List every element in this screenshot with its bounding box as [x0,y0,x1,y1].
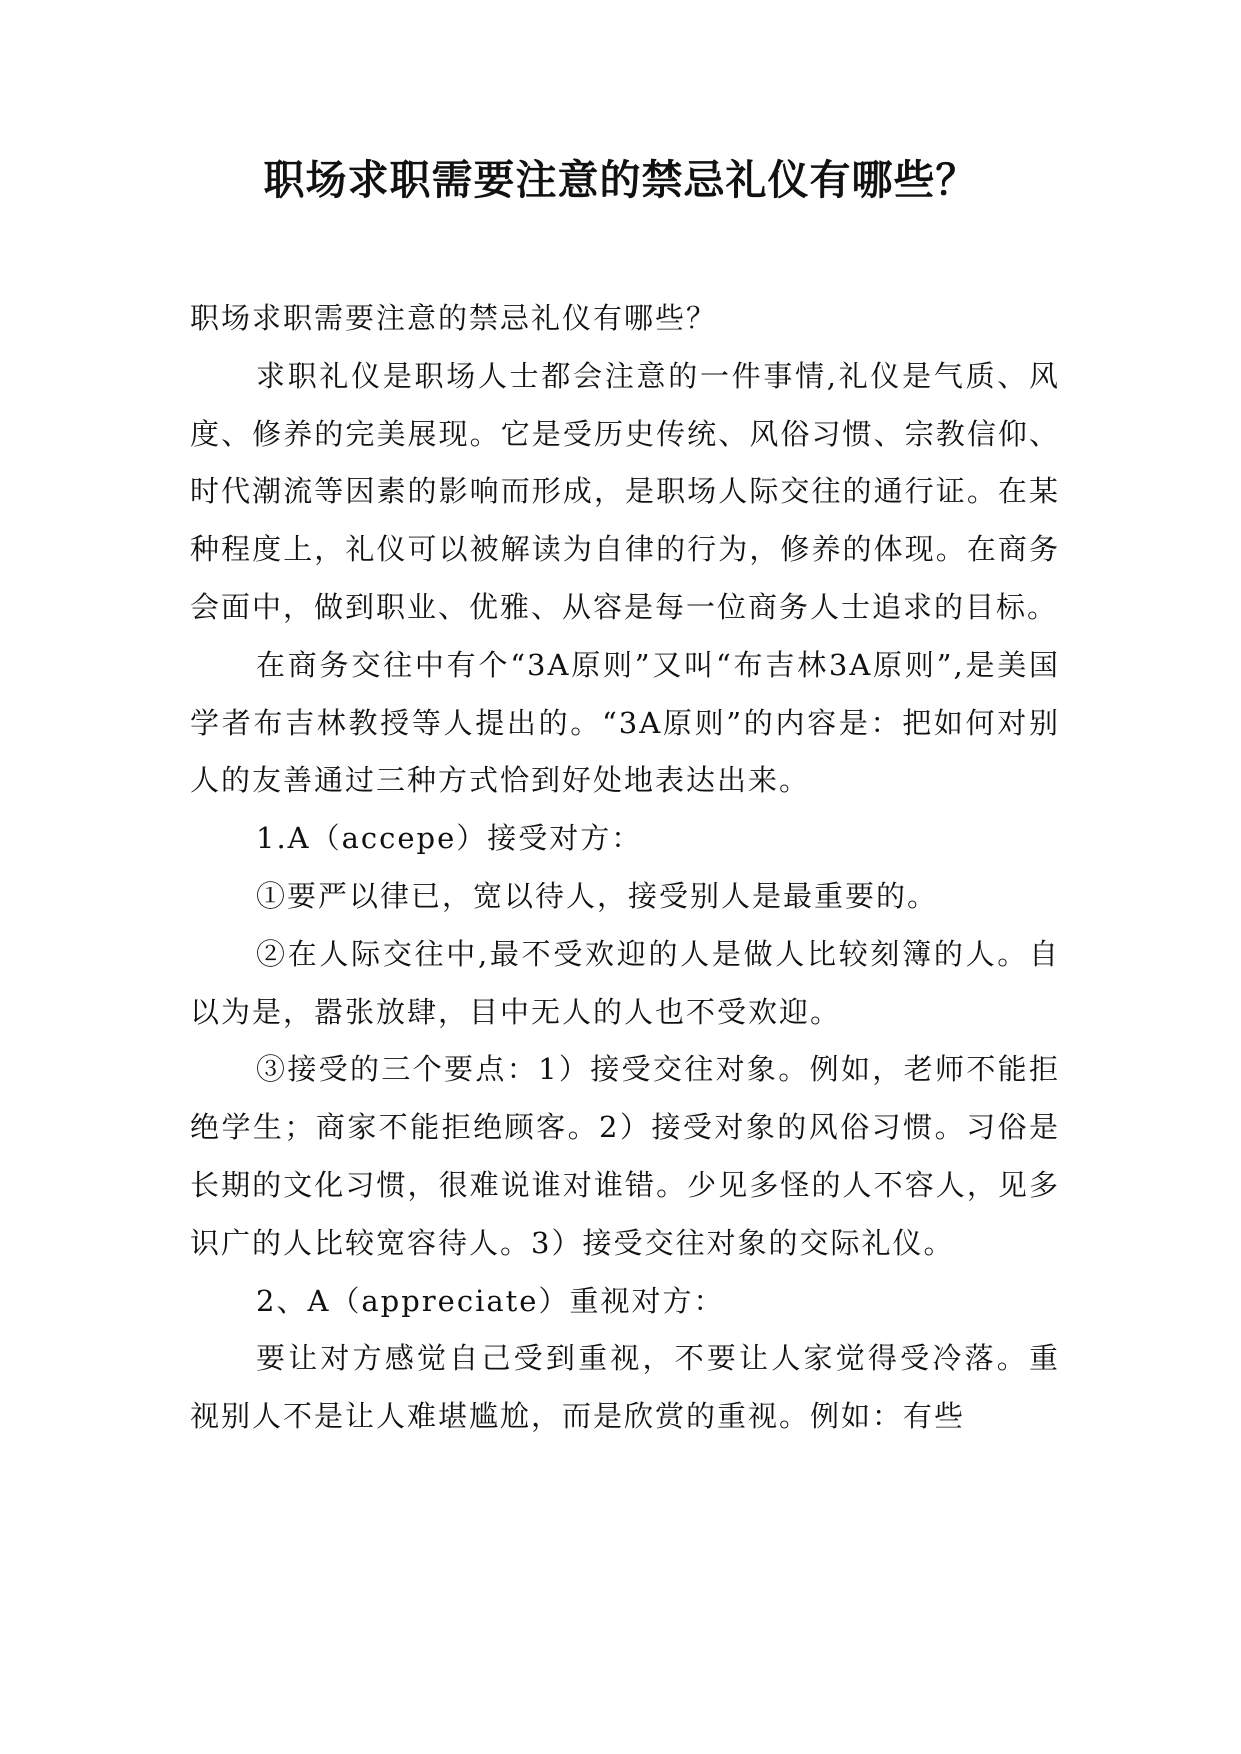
paragraph-appreciate-body: 要让对方感觉自己受到重视，不要让人家觉得受冷落。重视别人不是让人难堪尴尬，而是欣赏的重视。例如：有些 [190,1341,1060,1434]
paragraph-point-1: ①要严以律已，宽以待人，接受别人是最重要的。 [256,878,939,913]
paragraph-heading-repeat: 职场求职需要注意的禁忌礼仪有哪些？ [190,301,718,335]
paragraph-point-2: ②在人际交往中,最不受欢迎的人是做人比较刻簿的人。自以为是，嚣张放肆，目中无人的人也不受欢迎。 [190,936,1060,1029]
paragraph-3a-principle: 在商务交往中有个“3A原则”又叫“布吉林3A原则”,是美国学者布吉林教授等人提出的。“3A原则”的内容是：把如何对别人的友善通过三种方式恰到好处地表达出来。 [190,647,1060,798]
paragraph-accept-heading: 1.A（accepe）接受对方： [256,821,643,856]
paragraph-point-3: ③接受的三个要点：1）接受交往对象。例如，老师不能拒绝学生；商家不能拒绝顾客。2）接受对象的风俗习惯。习俗是长期的文化习惯，很难说谁对谁错。少见多怪的人不容人，见多识广的人比较宽容待人。3）接受交往对象的交际礼仪。 [190,1052,1060,1260]
paragraph-appreciate-heading: 2、A（appreciate）重视对方： [256,1283,725,1318]
paragraph-intro: 求职礼仪是职场人士都会注意的一件事情,礼仪是气质、风度、修养的完美展现。它是受历史传统、风俗习惯、宗教信仰、时代潮流等因素的影响而形成，是职场人际交往的通行证。在某种程度上，礼仪可以被解读为自律的行为，修养的体现。在商务会面中，做到职业、优雅、从容是每一位商务人士追求的目标。 [190,358,1060,624]
document-body [190,290,1060,1446]
document-title: 职场求职需要注意的禁忌礼仪有哪些？ [263,156,978,204]
